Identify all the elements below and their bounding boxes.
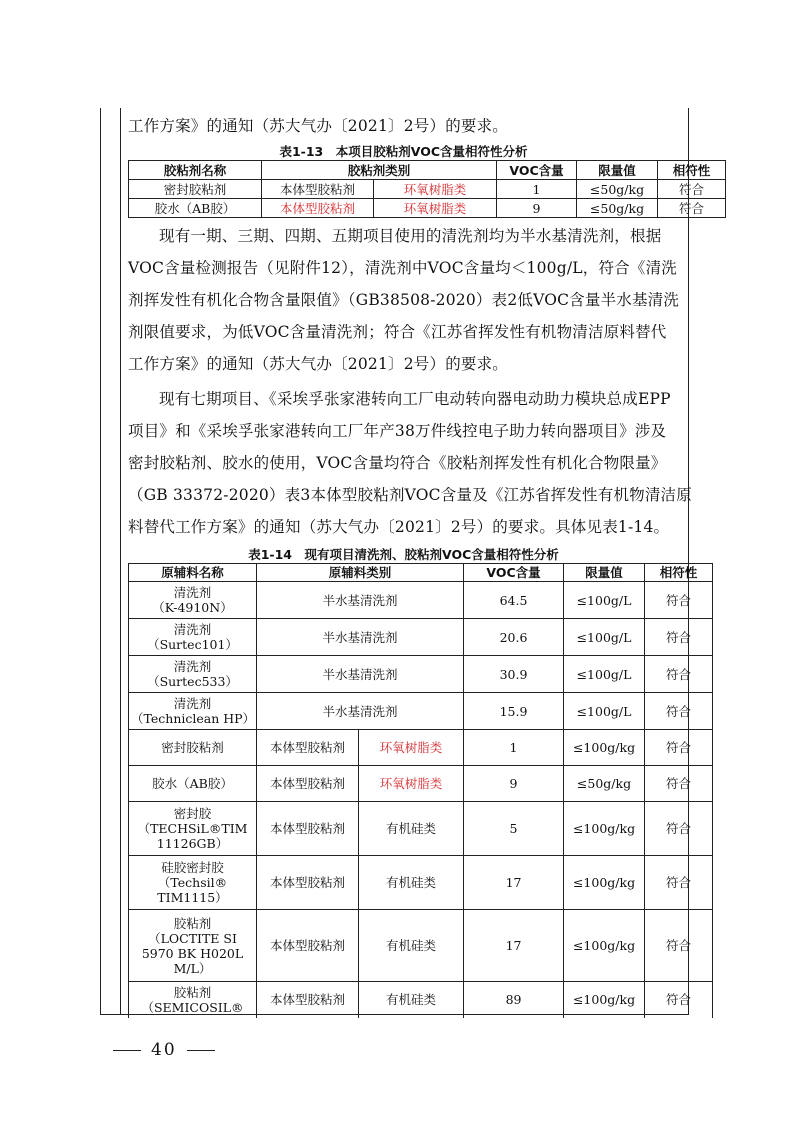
table-row	[129, 619, 713, 656]
cell-subtype: 环氧树脂类	[374, 199, 497, 218]
cell-result: 符合	[645, 693, 713, 730]
cell-result: 符合	[645, 910, 713, 982]
table13-header-limit: 限量值	[577, 161, 658, 180]
paragraph-adhesives	[128, 383, 692, 543]
cell-voc: 89	[464, 982, 564, 1018]
table-row	[129, 730, 713, 766]
paragraph-line: 现有七期项目、《采埃孚张家港转向工厂电动转向器电动助力模块总成EPP	[159, 390, 671, 408]
cell-voc: 9	[497, 199, 577, 218]
table-row	[129, 582, 713, 619]
cell-result: 符合	[645, 656, 713, 693]
cell-result: 符合	[645, 730, 713, 766]
cell-type: 本体型胶粘剂	[257, 856, 359, 910]
cell-subtype: 有机硅类	[359, 982, 464, 1018]
table-row	[129, 180, 726, 199]
cell-name: 清洗剂 （Surtec533）	[129, 656, 257, 693]
page-footer	[103, 1040, 225, 1060]
table14-header-name: 原辅料名称	[129, 564, 257, 582]
cell-voc: 30.9	[464, 656, 564, 693]
cell-limit: ≤50g/kg	[577, 180, 658, 199]
cell-type: 半水基清洗剂	[257, 693, 464, 730]
cell-voc: 1	[464, 730, 564, 766]
cell-name: 密封胶粘剂	[129, 730, 257, 766]
table-row	[129, 693, 713, 730]
cell-name: 清洗剂 （Surtec101）	[129, 619, 257, 656]
footer-dash-right	[187, 1050, 215, 1051]
cell-voc: 17	[464, 856, 564, 910]
cell-limit: ≤100g/L	[564, 582, 645, 619]
cell-name: 清洗剂 （K-4910N）	[129, 582, 257, 619]
cell-result: 符合	[645, 982, 713, 1018]
cell-name: 胶水（AB胶）	[129, 766, 257, 802]
table13-caption: 表1-13 本项目胶粘剂VOC含量相符性分析	[279, 144, 528, 159]
cell-limit: ≤100g/L	[564, 619, 645, 656]
paragraph-line: 剂限值要求，为低VOC含量清洗剂；符合《江苏省挥发性有机物清洁原料替代	[128, 323, 667, 341]
cell-subtype: 环氧树脂类	[359, 766, 464, 802]
table14-header-result: 相符性	[645, 564, 713, 582]
table-row	[129, 766, 713, 802]
document-body	[128, 110, 711, 1018]
cell-type: 半水基清洗剂	[257, 656, 464, 693]
table-1-13	[128, 160, 726, 218]
cell-name: 密封胶 （TECHSiL®TIM 11126GB）	[129, 802, 257, 856]
cell-voc: 1	[497, 180, 577, 199]
paragraph-line: 料替代工作方案》的通知（苏大气办〔2021〕2号）的要求。具体见表1-14。	[128, 518, 670, 536]
cell-voc: 5	[464, 802, 564, 856]
cell-name: 硅胶密封胶 （Techsil® TIM1115）	[129, 856, 257, 910]
cell-subtype: 有机硅类	[359, 910, 464, 982]
cell-result: 符合	[645, 856, 713, 910]
cell-type: 本体型胶粘剂	[257, 910, 359, 982]
cell-name: 胶粘剂 （SEMICOSIL®	[129, 982, 257, 1018]
cell-type: 半水基清洗剂	[257, 619, 464, 656]
cell-result: 符合	[645, 766, 713, 802]
cell-voc: 15.9	[464, 693, 564, 730]
table13-header-row	[129, 161, 726, 180]
cell-result: 符合	[645, 582, 713, 619]
table14-header-type: 原辅料类别	[257, 564, 464, 582]
table13-header-name: 胶粘剂名称	[129, 161, 262, 180]
paragraph-line: 剂挥发性有机化合物含量限值》（GB38508-2020）表2低VOC含量半水基清洗	[128, 291, 680, 309]
cell-subtype: 环氧树脂类	[359, 730, 464, 766]
cell-limit: ≤100g/kg	[564, 856, 645, 910]
cell-type: 半水基清洗剂	[257, 582, 464, 619]
cell-limit: ≤100g/kg	[564, 730, 645, 766]
cell-name: 清洗剂 （Techniclean HP）	[129, 693, 257, 730]
cell-limit: ≤50g/kg	[577, 199, 658, 218]
cell-limit: ≤100g/kg	[564, 982, 645, 1018]
paragraph-line: 密封胶粘剂、胶水的使用，VOC含量均符合《胶粘剂挥发性有机化合物限量》	[128, 454, 667, 472]
table-row	[129, 802, 713, 856]
cell-limit: ≤100g/kg	[564, 910, 645, 982]
cell-name: 密封胶粘剂	[129, 180, 262, 199]
table-row	[129, 856, 713, 910]
cell-subtype: 环氧树脂类	[374, 180, 497, 199]
table14-header-voc: VOC含量	[464, 564, 564, 582]
cell-limit: ≤50g/kg	[564, 766, 645, 802]
table-row	[129, 199, 726, 218]
cell-result: 符合	[658, 180, 726, 199]
paragraph-line: 项目》和《采埃孚张家港转向工厂年产38万件线控电子助力转向器项目》涉及	[128, 422, 667, 440]
cell-type: 本体型胶粘剂	[257, 802, 359, 856]
intro-line: 工作方案》的通知（苏大气办〔2021〕2号）的要求。	[128, 117, 509, 135]
cell-limit: ≤100g/L	[564, 656, 645, 693]
cell-name: 胶粘剂 （LOCTITE SI 5970 BK H020L M/L）	[129, 910, 257, 982]
cell-limit: ≤100g/L	[564, 693, 645, 730]
cell-result: 符合	[658, 199, 726, 218]
cell-result: 符合	[645, 802, 713, 856]
table14-body	[129, 582, 713, 1018]
footer-dash-left	[113, 1050, 141, 1051]
cell-voc: 17	[464, 910, 564, 982]
cell-voc: 64.5	[464, 582, 564, 619]
table14-header-row	[129, 564, 713, 582]
table-row	[129, 656, 713, 693]
cell-result: 符合	[645, 619, 713, 656]
cell-subtype: 有机硅类	[359, 856, 464, 910]
cell-type: 本体型胶粘剂	[262, 180, 374, 199]
table-1-14	[128, 563, 713, 1018]
table-row	[129, 982, 713, 1018]
cell-voc: 9	[464, 766, 564, 802]
table13-header-voc: VOC含量	[497, 161, 577, 180]
table-row	[129, 910, 713, 982]
paragraph-line: 现有一期、三期、四期、五期项目使用的清洗剂均为半水基清洗剂，根据	[159, 227, 662, 245]
paragraph-cleaners	[128, 220, 679, 380]
table14-header-limit: 限量值	[564, 564, 645, 582]
cell-type: 本体型胶粘剂	[257, 766, 359, 802]
table13-header-type: 胶粘剂类别	[262, 161, 497, 180]
paragraph-line: （GB 33372-2020）表3本体型胶粘剂VOC含量及《江苏省挥发性有机物清洁原	[128, 486, 692, 504]
paragraph-line: VOC含量检测报告（见附件12），清洗剂中VOC含量均＜100g/L，符合《清洗	[128, 259, 677, 277]
paragraph-line: 工作方案》的通知（苏大气办〔2021〕2号）的要求。	[128, 355, 509, 373]
cell-subtype: 有机硅类	[359, 802, 464, 856]
cell-name: 胶水（AB胶）	[129, 199, 262, 218]
cell-voc: 20.6	[464, 619, 564, 656]
table14-caption: 表1-14 现有项目清洗剂、胶粘剂VOC含量相符性分析	[248, 547, 559, 562]
cell-type: 本体型胶粘剂	[257, 982, 359, 1018]
page-number: 40	[151, 1040, 177, 1060]
cell-type: 本体型胶粘剂	[262, 199, 374, 218]
table13-header-result: 相符性	[658, 161, 726, 180]
cell-type: 本体型胶粘剂	[257, 730, 359, 766]
frame-inner-border	[120, 108, 121, 1014]
cell-limit: ≤100g/kg	[564, 802, 645, 856]
